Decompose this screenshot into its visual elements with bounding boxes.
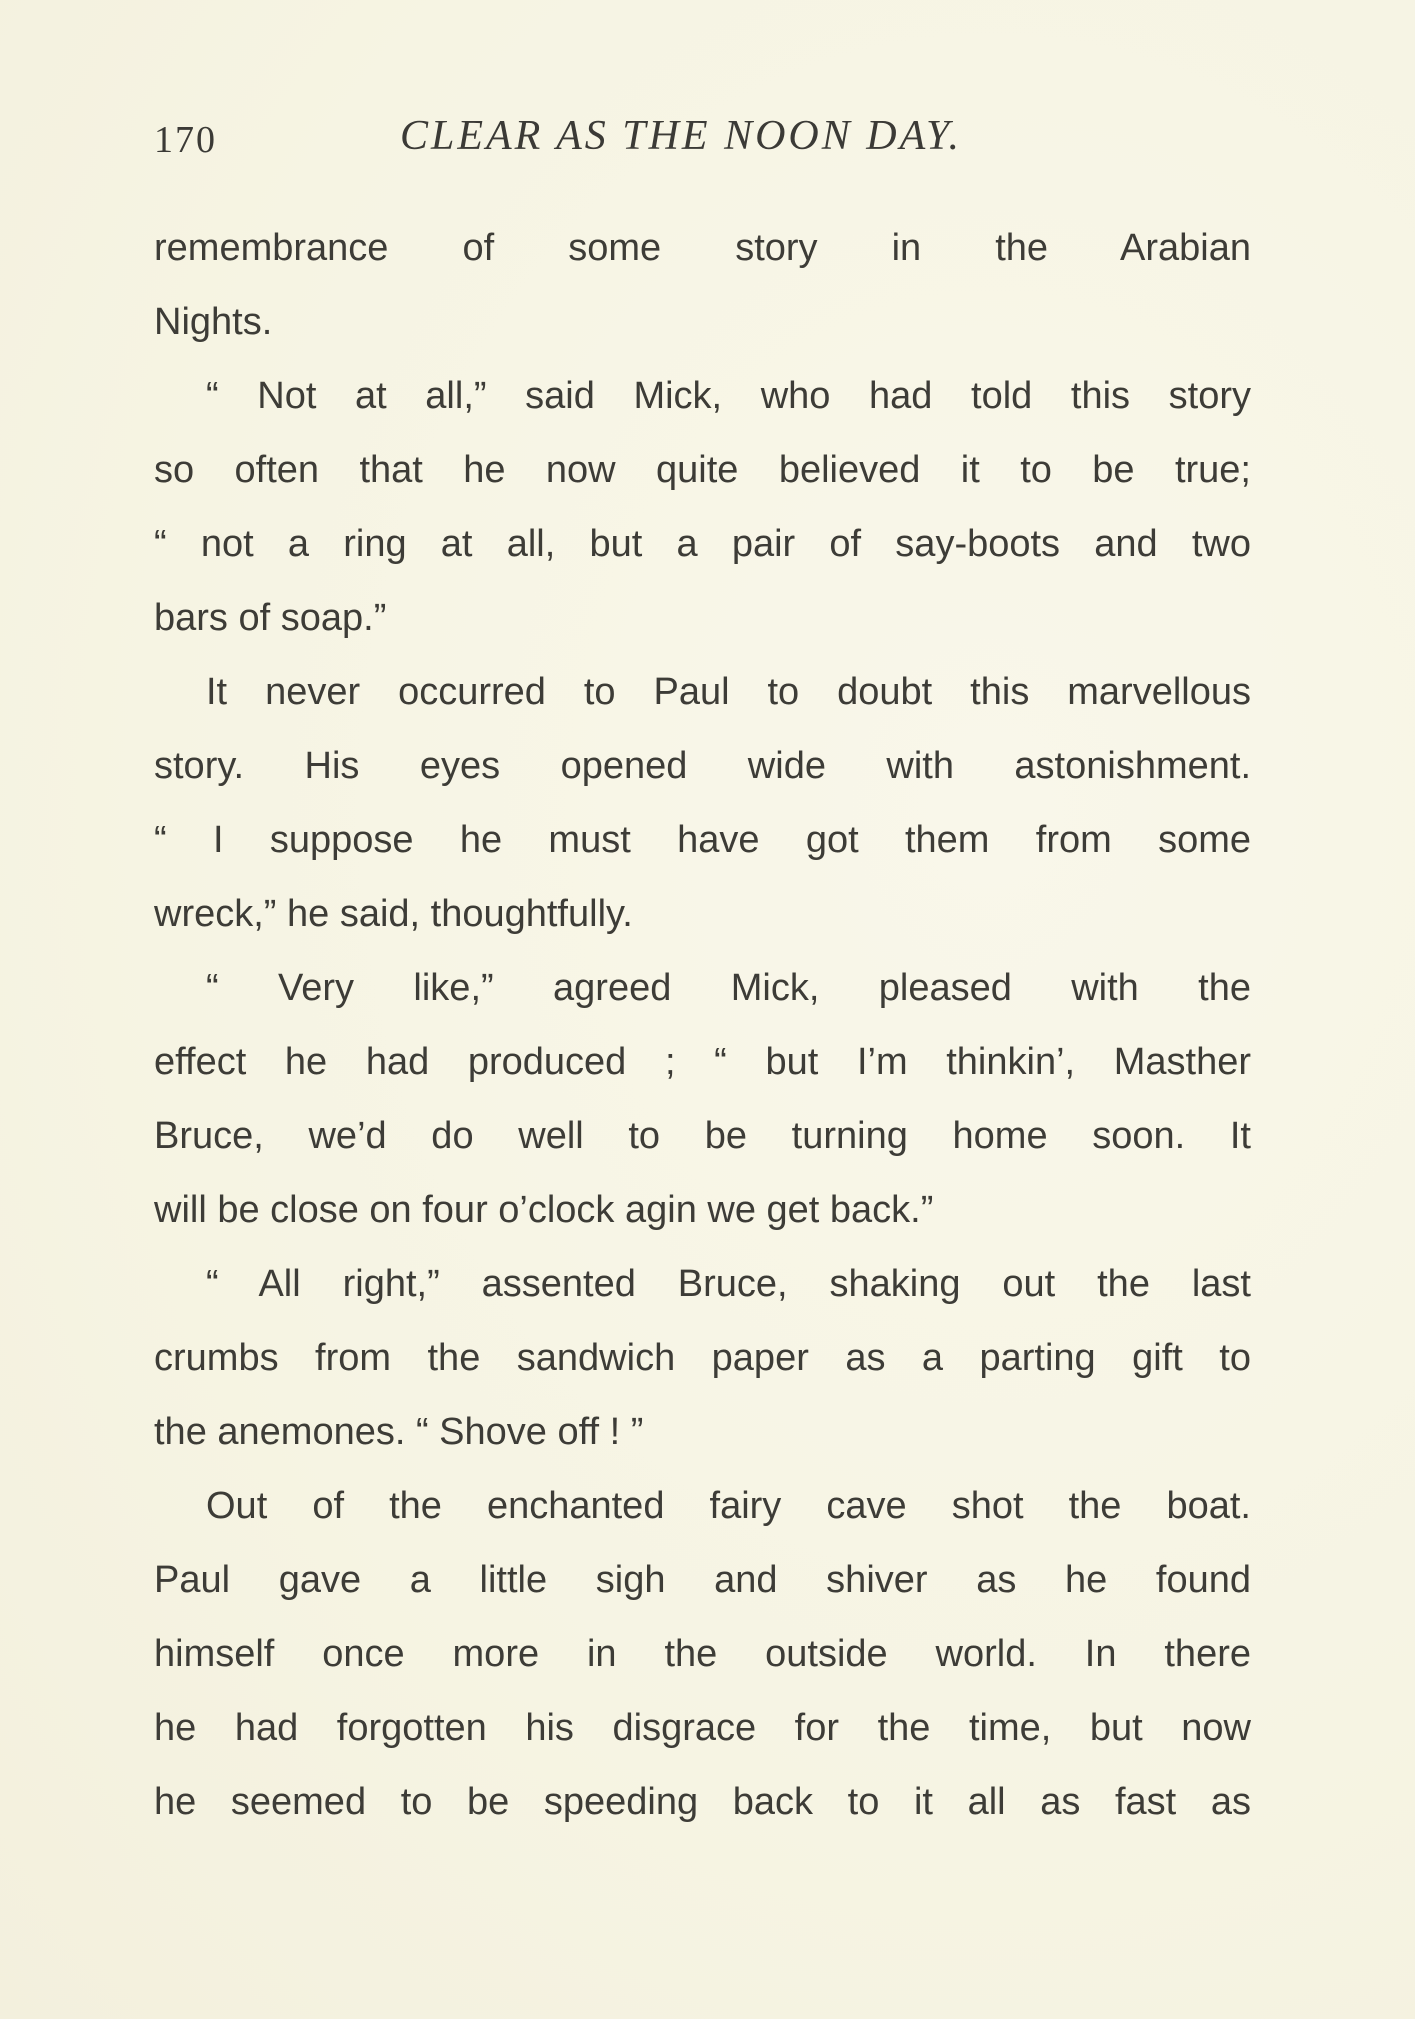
- running-head: [154, 106, 1254, 166]
- text-line: “ Not at all,” said Mick, who had told this story: [206, 375, 1251, 417]
- text-line: “ Very like,” agreed Mick, pleased with the: [206, 967, 1251, 1009]
- text-line: he seemed to be speeding back to it all as fast as: [154, 1781, 1251, 1823]
- text-line: It never occurred to Paul to doubt this marvellous: [206, 671, 1251, 713]
- text-line: effect he had produced ; “ but I’m thinkin’, Masther: [154, 1041, 1251, 1083]
- running-title: CLEAR AS THE NOON DAY.: [400, 113, 962, 159]
- text-line: the anemones. “ Shove off ! ”: [154, 1411, 644, 1453]
- text-line: so often that he now quite believed it to be true;: [154, 449, 1251, 491]
- text-line: will be close on four o’clock agin we get back.”: [154, 1189, 934, 1231]
- text-line: wreck,” he said, thoughtfully.: [154, 893, 633, 935]
- text-line: “ not a ring at all, but a pair of say-boots and two: [154, 523, 1251, 565]
- text-line: he had forgotten his disgrace for the time, but now: [154, 1707, 1251, 1749]
- body-text: [154, 211, 1251, 1839]
- text-line: Nights.: [154, 301, 273, 343]
- text-line: Paul gave a little sigh and shiver as he found: [154, 1559, 1251, 1601]
- text-line: crumbs from the sandwich paper as a parting gift to: [154, 1337, 1251, 1379]
- text-line: “ All right,” assented Bruce, shaking out the last: [206, 1263, 1251, 1305]
- text-line: “ I suppose he must have got them from some: [154, 819, 1251, 861]
- text-line: Bruce, we’d do well to be turning home soon. It: [154, 1115, 1251, 1157]
- text-line: story. His eyes opened wide with astonishment.: [154, 745, 1251, 787]
- text-line: himself once more in the outside world. In there: [154, 1633, 1251, 1675]
- text-line: Out of the enchanted fairy cave shot the boat.: [206, 1485, 1251, 1527]
- page-number: 170: [154, 119, 217, 161]
- text-line: bars of soap.”: [154, 597, 387, 639]
- text-line: remembrance of some story in the Arabian: [154, 227, 1251, 269]
